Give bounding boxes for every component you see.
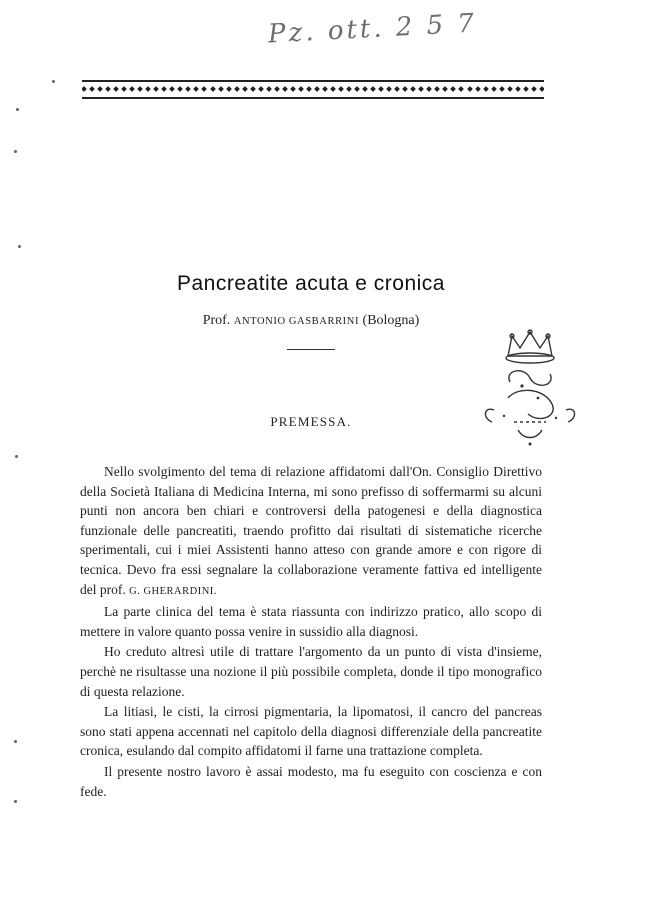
ornament-diamond bbox=[306, 86, 312, 92]
ornament-diamond bbox=[475, 86, 481, 92]
ornament-diamond bbox=[258, 86, 264, 92]
author-location: (Bologna) bbox=[362, 313, 420, 328]
ornament-diamond bbox=[226, 86, 232, 92]
ornament-diamond bbox=[97, 86, 103, 92]
margin-speck bbox=[14, 800, 17, 803]
section-heading: PREMESSA. bbox=[270, 414, 352, 429]
ornament-diamond bbox=[402, 86, 408, 92]
ornament-diamond bbox=[210, 86, 216, 92]
ornament-diamond bbox=[242, 86, 248, 92]
ornament-diamond bbox=[121, 86, 127, 92]
paragraph: La litiasi, le cisti, la cirrosi pigmentaria, la lipomatosi, il cancro del pancreas sono stati appena accennati nel capitolo della diagnosi differenziale della pancreatite cronica, esulando dal compito affidatomi il farne una trattazione completa. bbox=[80, 704, 542, 759]
ornament-diamond bbox=[362, 86, 368, 92]
collaborator-name: G. GHERARDINI. bbox=[129, 585, 217, 597]
ornament-diamond bbox=[378, 86, 384, 92]
crowned-monogram-library-stamp-icon bbox=[474, 326, 586, 452]
ornament-diamond bbox=[266, 86, 272, 92]
paragraph: Il presente nostro lavoro è assai modesto, ma fu eseguito con coscienza e con fede. bbox=[80, 763, 542, 799]
page-title: Pancreatite acuta e cronica bbox=[177, 272, 445, 295]
ornament-diamond bbox=[354, 86, 360, 92]
margin-speck bbox=[16, 108, 19, 111]
ornament-diamond bbox=[539, 86, 544, 92]
ornament-diamond bbox=[153, 86, 159, 92]
paragraph: La parte clinica del tema è stata riassunta con indirizzo pratico, allo scopo di mettere in valore quanto possa venire in sussidio alla diagnosi. bbox=[80, 604, 542, 639]
ornament-diamond bbox=[314, 86, 320, 92]
paragraph-intro bbox=[80, 462, 542, 601]
ornament-diamond bbox=[491, 86, 497, 92]
ornament-diamond bbox=[145, 86, 151, 92]
ornament-diamond bbox=[459, 86, 465, 92]
ornament-diamond bbox=[451, 86, 457, 92]
ornament-diamond bbox=[250, 86, 256, 92]
ornament-diamond bbox=[89, 86, 95, 92]
ornament-diamond bbox=[178, 86, 184, 92]
ornament-diamond bbox=[194, 86, 200, 92]
ornament-diamond bbox=[234, 86, 240, 92]
author-name: ANTONIO GASBARRINI bbox=[233, 316, 360, 327]
paragraph-text: Nello svolgimento del tema di relazione affidatomi dall'On. Consiglio Direttivo della Società Italiana di Medicina Interna, mi sono prefisso di soffermarmi su alcuni punti non ancora ben chiari e controversi della patogenesi e della diagnostica funzionale delle pancreatiti, traendo profitto dai risultati di sistematiche ricerche sperimentali, cui i miei Assistenti hanno atteso con grande amore e con rigore di tecnica. Devo fra essi segnalare la collaborazione veramente fattiva ed intelligente del prof. bbox=[80, 464, 542, 597]
ornament-diamond bbox=[418, 86, 424, 92]
ornament-diamond bbox=[186, 86, 192, 92]
ornament-diamond bbox=[394, 86, 400, 92]
ornament-diamond bbox=[298, 86, 304, 92]
ornament-diamond bbox=[515, 86, 521, 92]
margin-speck bbox=[52, 80, 55, 83]
ornament-diamond bbox=[129, 86, 135, 92]
margin-speck bbox=[15, 455, 18, 458]
ornament-diamond bbox=[290, 86, 296, 92]
ornament-diamond bbox=[274, 86, 280, 92]
paragraph: Ho creduto altresì utile di trattare l'argomento da un punto di vista d'insieme, perchè ne risultasse una nozione il più possibile completa, donde il tipo monografico di questa relazione. bbox=[80, 644, 542, 699]
ornament-diamond bbox=[483, 86, 489, 92]
margin-speck bbox=[18, 245, 21, 248]
ornament-diamond bbox=[322, 86, 328, 92]
ornament-diamond-band bbox=[82, 83, 544, 95]
margin-speck bbox=[14, 740, 17, 743]
ornament-diamond bbox=[499, 86, 505, 92]
ornament-diamond bbox=[330, 86, 336, 92]
ornament-diamond bbox=[218, 86, 224, 92]
ornament-diamond bbox=[170, 86, 176, 92]
ornament-diamond bbox=[82, 86, 87, 92]
author-prefix: Prof. bbox=[202, 313, 231, 328]
ornament-diamond bbox=[410, 86, 416, 92]
ornament-diamond bbox=[467, 86, 473, 92]
ornament-diamond bbox=[427, 86, 433, 92]
ornament-rule-bottom bbox=[82, 97, 544, 99]
ornament-diamond bbox=[386, 86, 392, 92]
ornament-diamond bbox=[137, 86, 143, 92]
title-separator bbox=[287, 349, 335, 350]
ornament-diamond bbox=[346, 86, 352, 92]
margin-speck bbox=[14, 150, 17, 153]
ornament-diamond bbox=[282, 86, 288, 92]
ornament-diamond bbox=[370, 86, 376, 92]
ornament-diamond bbox=[443, 86, 449, 92]
handwritten-shelfmark: Pz. ott. 2 5 7 bbox=[267, 8, 478, 50]
ornament-diamond bbox=[531, 86, 537, 92]
ornament-diamond bbox=[523, 86, 529, 92]
ornament-diamond bbox=[105, 86, 111, 92]
body-text bbox=[80, 462, 542, 801]
ornament-diamond bbox=[202, 86, 208, 92]
ornament-diamond bbox=[507, 86, 513, 92]
ornament-diamond bbox=[113, 86, 119, 92]
ornament-diamond bbox=[435, 86, 441, 92]
ornament-diamond bbox=[161, 86, 167, 92]
ornament-diamond bbox=[338, 86, 344, 92]
ornament-rule-top bbox=[82, 80, 544, 82]
